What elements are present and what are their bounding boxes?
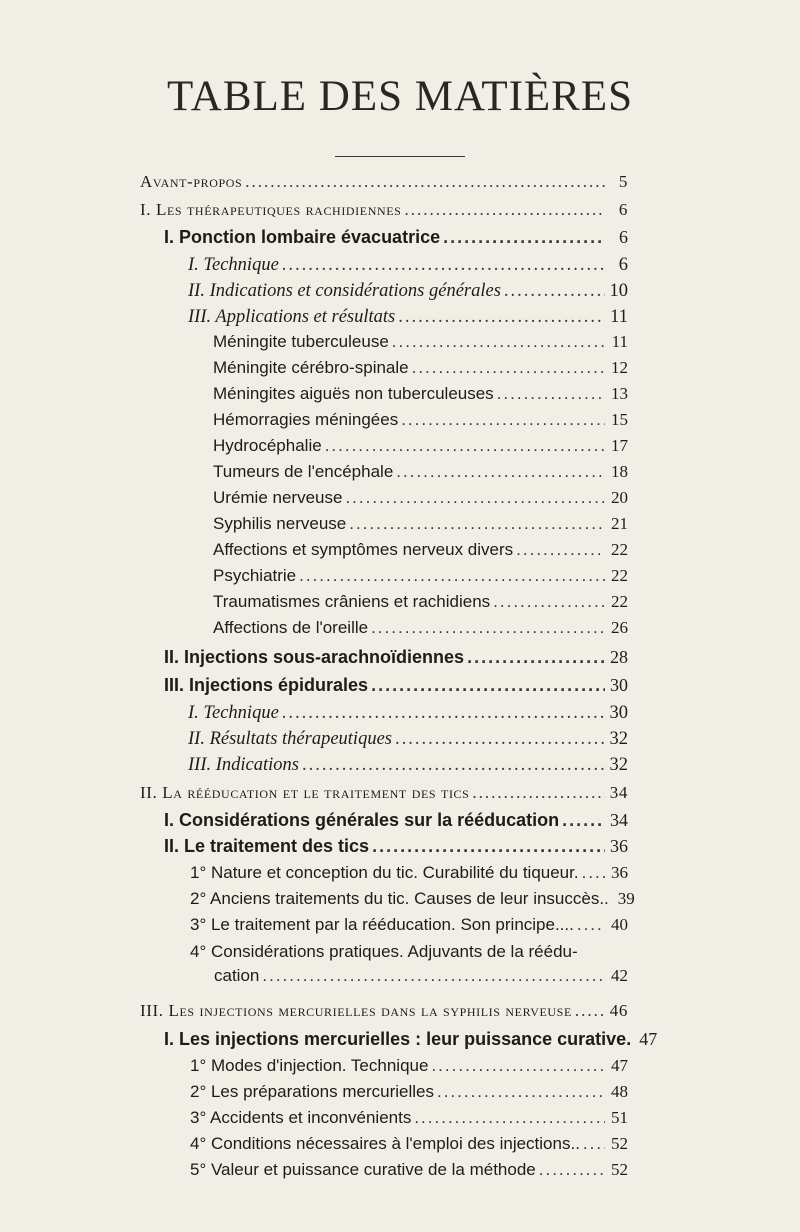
toc-entry-item: Hydrocéphalie ..... 17 [213,437,628,456]
toc-entry-section: III. Indications ..... 32 [188,755,628,775]
toc-entry-item: Méningites aiguës non tuberculeuses ..... 13 [213,385,628,404]
toc-entry-item: 1° Modes d'injection. Technique ..... 47 [190,1057,628,1076]
toc-entry-item: 4° Conditions nécessaires à l'emploi des injections.. ..... 52 [190,1135,628,1154]
toc-entry-chapter: I. Considérations générales sur la rééducation ..... 34 [164,811,628,831]
toc-entry-section: II. Résultats thérapeutiques ..... 32 [188,729,628,749]
toc-entry-section: III. Applications et résultats ..... 11 [188,307,628,327]
page-title: TABLE DES MATIÈRES [166,73,634,120]
toc-entry-item: Urémie nerveuse ..... 20 [213,489,628,508]
toc-entry-section: I. Technique ..... 6 [188,255,628,275]
toc-entry-item: Syphilis nerveuse ..... 21 [213,515,628,534]
toc-entry-chapter: I. Ponction lombaire évacuatrice ..... 6 [164,228,628,248]
toc-entry-item: Tumeurs de l'encéphale ..... 18 [213,463,628,482]
toc-entry-item: 3° Accidents et inconvénients ..... 51 [190,1109,628,1128]
toc-entry-item: Hémorragies méningées ..... 15 [213,411,628,430]
toc-entry-item: Psychiatrie ..... 22 [213,567,628,586]
toc-entry-item-continuation: cation ..... 42 [190,967,628,986]
toc-entry-chapter: II. Injections sous-arachnoïdiennes ..... 28 [164,648,628,668]
toc-entry-item: 2° Les préparations mercurielles ..... 48 [190,1083,628,1102]
toc-entry-chapter: I. Les injections mercurielles : leur puissance curative. 47 [164,1029,658,1049]
toc-entry-item: Traumatismes crâniens et rachidiens ..... 22 [213,593,628,612]
toc-entry-item-line: 4° Considérations pratiques. Adjuvants de la réédu- [190,942,578,961]
toc-entry-item: Affections de l'oreille ..... 26 [213,619,628,638]
toc-entry-item: Méningite tuberculeuse ..... 11 [213,333,628,352]
toc-entry-item: Méningite cérébro-spinale ..... 12 [213,359,628,378]
toc-entry-section: II. Indications et considérations générales ..... 10 [188,281,628,301]
toc-entry-part-1: I. Les thérapeutiques rachidiennes ..... 6 [140,201,628,220]
toc-entry-chapter: III. Injections épidurales ..... 30 [164,676,628,696]
toc-entry-avant-propos: Avant-propos ..... 5 [140,173,628,192]
toc-entry-item: 5° Valeur et puissance curative de la méthode ..... 52 [190,1161,628,1180]
toc-entry-item: Affections et symptômes nerveux divers ..... 22 [213,541,628,560]
toc-entry-item: 1° Nature et conception du tic. Curabilité du tiqueur. ..... 36 [190,864,628,883]
toc-entry-part-2: II. La rééducation et le traitement des tics ..... 34 [140,784,628,803]
toc-entry-item: 3° Le traitement par la rééducation. Son principe.... ..... 40 [190,916,628,935]
toc-entry-section: I. Technique ..... 30 [188,703,628,723]
toc-entry-item: 2° Anciens traitements du tic. Causes de leur insuccès.. 39 [190,889,635,908]
toc-entry-part-3: III. Les injections mercurielles dans la syphilis nerveuse ..... 46 [140,1002,628,1021]
toc-entry-chapter: II. Le traitement des tics ..... 36 [164,837,628,857]
